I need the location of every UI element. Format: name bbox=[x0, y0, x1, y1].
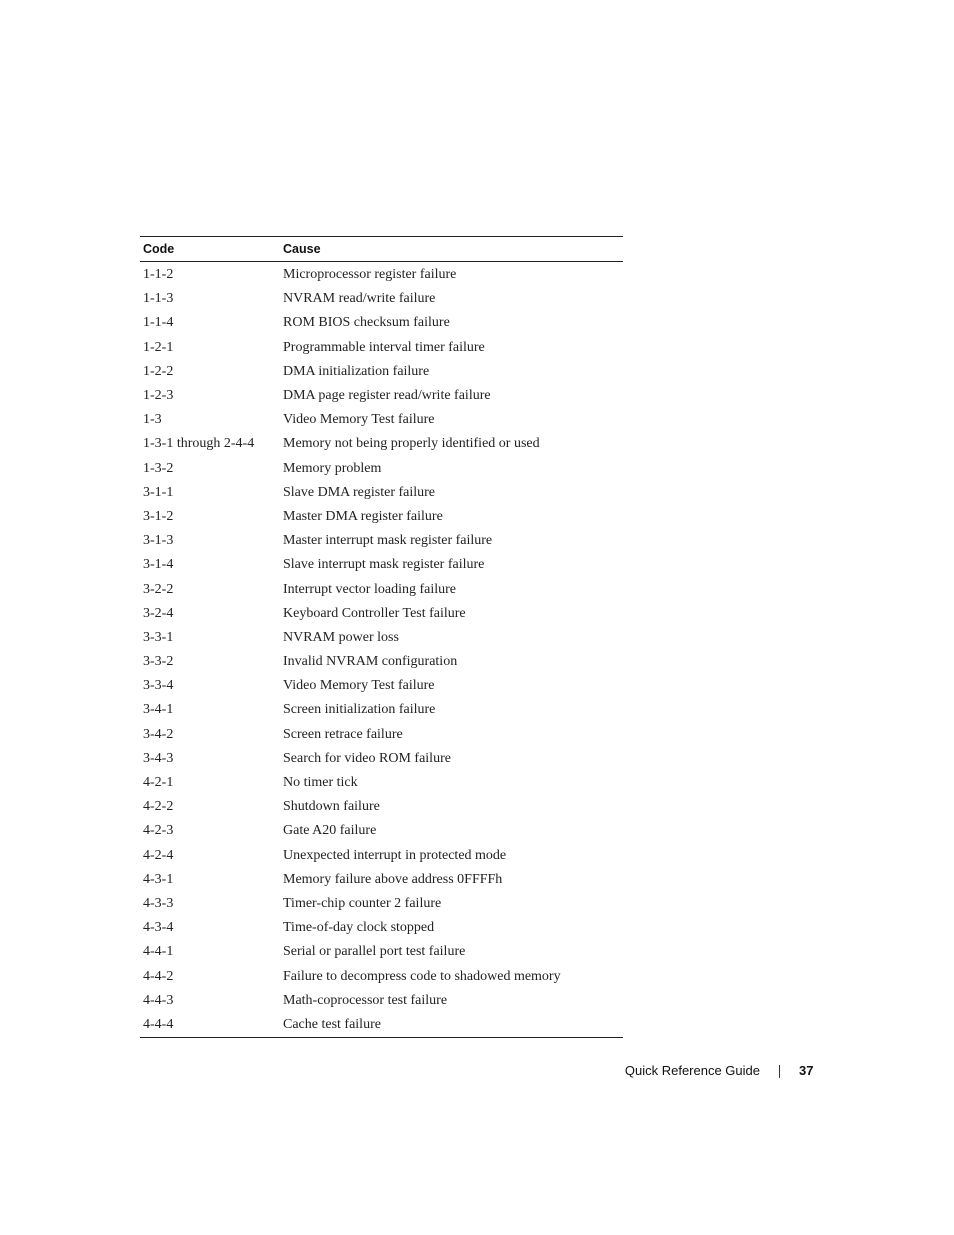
beep-code-table bbox=[140, 236, 623, 1038]
table-row bbox=[140, 844, 623, 868]
cause-cell: Memory failure above address 0FFFFh bbox=[283, 871, 503, 887]
code-cell: 3-1-2 bbox=[143, 508, 174, 524]
table-row bbox=[140, 747, 623, 771]
code-cell: 4-2-4 bbox=[143, 847, 174, 863]
table-row bbox=[140, 553, 623, 577]
table-row bbox=[140, 892, 623, 916]
code-cell: 1-2-1 bbox=[143, 339, 174, 355]
table-row bbox=[140, 408, 623, 432]
table-body bbox=[140, 262, 623, 1038]
cause-cell: Interrupt vector loading failure bbox=[283, 581, 456, 597]
table-row bbox=[140, 432, 623, 456]
table-row bbox=[140, 989, 623, 1013]
table-row bbox=[140, 819, 623, 843]
table-row bbox=[140, 481, 623, 505]
cause-cell: Timer-chip counter 2 failure bbox=[283, 895, 442, 911]
cause-cell: Slave interrupt mask register failure bbox=[283, 557, 485, 573]
table-row bbox=[140, 602, 623, 626]
cause-cell: Memory problem bbox=[283, 460, 382, 476]
code-cell: 4-2-2 bbox=[143, 799, 174, 815]
table-row bbox=[140, 964, 623, 988]
table-row bbox=[140, 1013, 623, 1038]
code-cell: 3-3-1 bbox=[143, 629, 174, 645]
code-cell: 3-3-4 bbox=[143, 678, 174, 694]
code-cell: 3-2-4 bbox=[143, 605, 174, 621]
cause-cell: DMA page register read/write failure bbox=[283, 388, 491, 404]
code-cell: 4-4-2 bbox=[143, 968, 174, 984]
cause-cell: Shutdown failure bbox=[283, 799, 380, 815]
code-cell: 1-3 bbox=[143, 412, 162, 428]
table-header-row bbox=[140, 237, 623, 262]
table-row bbox=[140, 650, 623, 674]
cause-cell: Slave DMA register failure bbox=[283, 484, 436, 500]
cause-cell: Video Memory Test failure bbox=[283, 412, 435, 428]
code-cell: 3-3-2 bbox=[143, 654, 174, 670]
page-footer bbox=[0, 1062, 954, 1080]
cause-cell: Programmable interval timer failure bbox=[283, 339, 485, 355]
cause-cell: Time-of-day clock stopped bbox=[283, 920, 435, 936]
code-cell: 1-1-3 bbox=[143, 291, 174, 307]
table-row bbox=[140, 795, 623, 819]
cause-cell: Cache test failure bbox=[283, 1016, 381, 1032]
cause-cell: Keyboard Controller Test failure bbox=[283, 605, 466, 621]
table-header bbox=[140, 237, 623, 262]
code-cell: 4-4-3 bbox=[143, 992, 174, 1008]
code-cell: 3-4-1 bbox=[143, 702, 174, 718]
column-header-cause: Cause bbox=[280, 237, 623, 262]
column-header-code: Code bbox=[140, 237, 280, 262]
cause-cell: ROM BIOS checksum failure bbox=[283, 315, 450, 331]
cause-cell: Master interrupt mask register failure bbox=[283, 533, 493, 549]
table-row bbox=[140, 577, 623, 601]
cause-cell: DMA initialization failure bbox=[283, 363, 430, 379]
cause-cell: Screen initialization failure bbox=[283, 702, 436, 718]
code-cell: 4-2-1 bbox=[143, 775, 174, 791]
table-row bbox=[140, 262, 623, 288]
table-row bbox=[140, 916, 623, 940]
cause-cell: Search for video ROM failure bbox=[283, 750, 451, 766]
code-cell: 4-3-1 bbox=[143, 871, 174, 887]
code-cell: 4-4-1 bbox=[143, 944, 174, 960]
cause-cell: Master DMA register failure bbox=[283, 508, 443, 524]
code-cell: 4-3-4 bbox=[143, 920, 174, 936]
table-row bbox=[140, 384, 623, 408]
code-cell: 1-3-2 bbox=[143, 460, 174, 476]
table-row bbox=[140, 360, 623, 384]
cause-cell: NVRAM power loss bbox=[283, 629, 399, 645]
page-number: 37 bbox=[799, 1063, 814, 1078]
cause-cell: No timer tick bbox=[283, 775, 358, 791]
cause-cell: Math-coprocessor test failure bbox=[283, 992, 448, 1008]
cause-cell: Microprocessor register failure bbox=[283, 267, 457, 283]
code-cell: 1-1-2 bbox=[143, 267, 174, 283]
code-cell: 4-2-3 bbox=[143, 823, 174, 839]
cause-cell: Gate A20 failure bbox=[283, 823, 377, 839]
table-row bbox=[140, 626, 623, 650]
code-cell: 3-1-1 bbox=[143, 484, 174, 500]
cause-cell: Screen retrace failure bbox=[283, 726, 403, 742]
table-row bbox=[140, 505, 623, 529]
footer-title: Quick Reference Guide bbox=[624, 1063, 760, 1078]
code-cell: 3-2-2 bbox=[143, 581, 174, 597]
table-row bbox=[140, 311, 623, 335]
code-cell: 1-2-3 bbox=[143, 388, 174, 404]
table-row bbox=[140, 771, 623, 795]
footer-separator bbox=[779, 1065, 780, 1078]
code-cell: 4-3-3 bbox=[143, 895, 174, 911]
table-row bbox=[140, 940, 623, 964]
table-row bbox=[140, 723, 623, 747]
table-row bbox=[140, 868, 623, 892]
table-row bbox=[140, 457, 623, 481]
table-row bbox=[140, 698, 623, 722]
code-cell: 1-1-4 bbox=[143, 315, 174, 331]
cause-cell: Invalid NVRAM configuration bbox=[283, 654, 458, 670]
table-row bbox=[140, 529, 623, 553]
code-cell: 3-4-3 bbox=[143, 750, 174, 766]
cause-cell: Serial or parallel port test failure bbox=[283, 944, 466, 960]
code-cell: 3-1-4 bbox=[143, 557, 174, 573]
cause-cell: Video Memory Test failure bbox=[283, 678, 435, 694]
table-row bbox=[140, 287, 623, 311]
code-cell: 3-1-3 bbox=[143, 533, 174, 549]
code-cell: 3-4-2 bbox=[143, 726, 174, 742]
code-cell: 4-4-4 bbox=[143, 1016, 174, 1032]
cause-cell: Memory not being properly identified or used bbox=[283, 436, 540, 452]
code-cell: 1-2-2 bbox=[143, 363, 174, 379]
cause-cell: Failure to decompress code to shadowed memory bbox=[283, 968, 561, 984]
cause-cell: Unexpected interrupt in protected mode bbox=[283, 847, 507, 863]
table-row bbox=[140, 336, 623, 360]
cause-cell: NVRAM read/write failure bbox=[283, 291, 436, 307]
code-cell: 1-3-1 through 2-4-4 bbox=[143, 436, 255, 452]
table-row bbox=[140, 674, 623, 698]
